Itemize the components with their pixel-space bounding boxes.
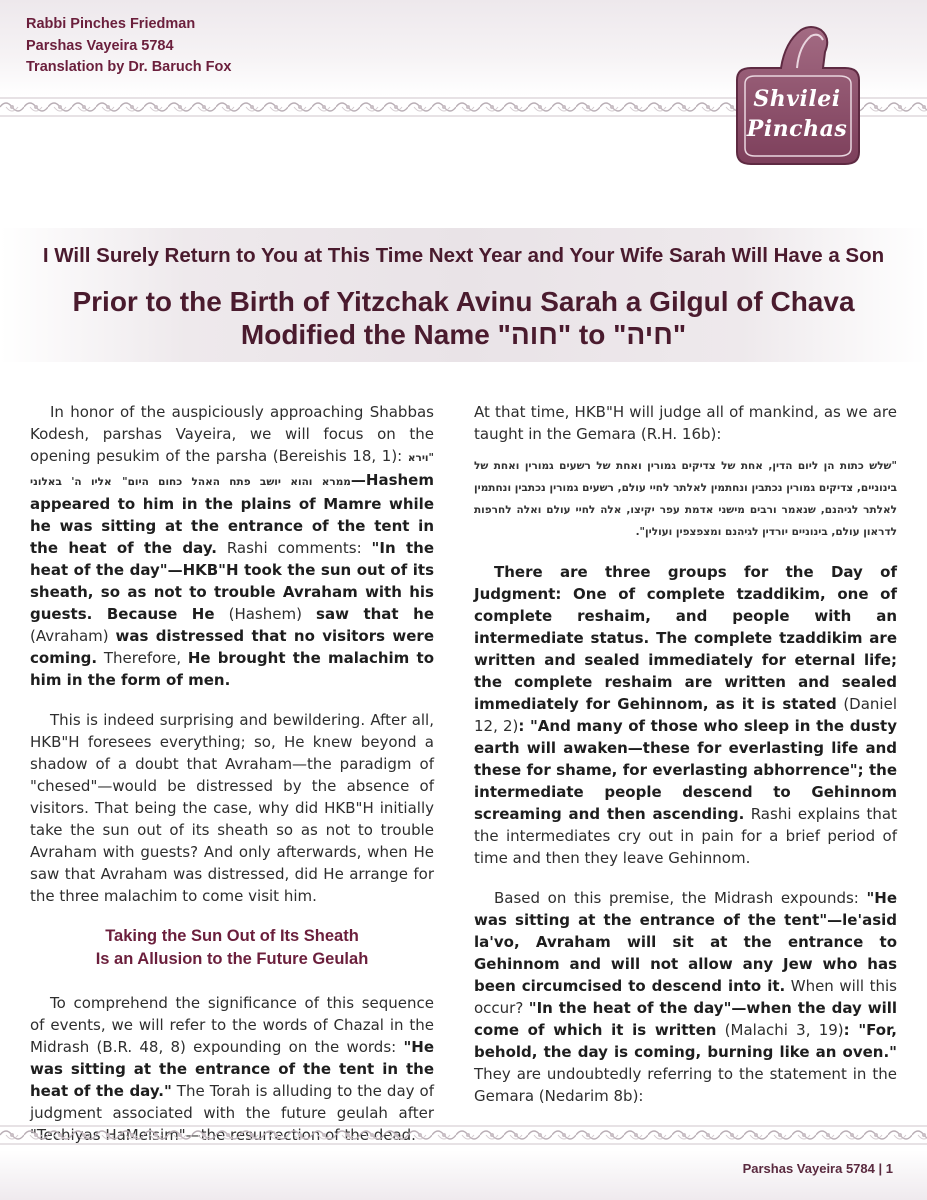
- logo-line-2: Pinchas: [746, 116, 848, 142]
- text-run: Rashi explains that the intermediates cry out in pain for a brief period of time and then they leave Gehinnom.: [474, 805, 897, 867]
- text-run: (Avraham): [30, 627, 116, 645]
- bottom-ornament-border: [0, 1124, 927, 1146]
- bold-run: —Hashem appeared to him in the plains of Mamre while he was sitting at the entrance of the tent in the heat of the day.: [30, 471, 434, 557]
- article-subtitle: I Will Surely Return to You at This Time Next Year and Your Wife Sarah Will Have a Son: [42, 244, 885, 267]
- logo-line-1: Shvilei: [753, 86, 841, 112]
- text-run: To comprehend the significance of this sequence of events, we will refer to the words of Chazal in the Midrash (B.R. 48, 8) expounding on the words:: [30, 994, 434, 1056]
- article-title: [0, 285, 927, 351]
- bold-run: "He was sitting at the entrance of the tent"—le'asid la'vo, Avraham will sit at the entrance to Gehinnom and will not allow any Jew who has been circumcised to descend into it.: [474, 889, 897, 995]
- bold-run: He brought the malachim to him in the form of men.: [30, 649, 434, 689]
- hebrew-gemara-quote: "שלש כתות הן ליום הדין, אחת של צדיקים גמורין ואחת של רשעים גמורין ואחת של בינוניים, צדיקים גמורין נכתבין ונחתמין לאלתר לחיי עולם, רשעים גמורין נכתבין ונחתמין לאלתר לגיהנם, שנאמר ורבים מישני אדמת עפר יקיצו, אלה לחיי עולם ואלה לחרפות לדראון עולם, בינוניים יורדין לגיהנם ומצפצפין ועולין".: [474, 460, 897, 538]
- bold-run: : "And many of those who sleep in the dusty earth will awaken—these for everlasting life and these for shame, for everlasting abhorrence"; the intermediate people descend to Gehinnom screaming and then ascending.: [474, 717, 897, 823]
- page-footer: [743, 1161, 893, 1176]
- bold-run: saw that he: [316, 605, 434, 623]
- section-heading-line-1: Taking the Sun Out of Its Sheath: [105, 927, 359, 945]
- section-heading: [30, 925, 434, 970]
- translator-credit: Translation by Dr. Baruch Fox: [26, 59, 232, 75]
- text-run: The Torah is alluding to the day of judgment associated with the future geulah after: [30, 1082, 435, 1122]
- right-column: [474, 401, 897, 1125]
- paragraph-6: [474, 887, 897, 1107]
- bold-run: "He was sitting at the entrance of the tent in the heat of the day.": [30, 1038, 434, 1100]
- paragraph-2: This is indeed surprising and bewildering. After all, HKB"H foresees everything; so, He knew beyond a shadow of a doubt that Avraham—the paradigm of "chesed"—would be distressed by the absence of visitors. That being the case, why did HKB"H initially take the sun out of its sheath so as not to trouble Avraham with guests? And only afterwards, when He saw that Avraham was distressed, did He arrange for the three malachim to come visit him.: [30, 711, 434, 905]
- bold-run: : "For, behold, the day is coming, burning like an oven.": [474, 1021, 897, 1061]
- text-run: Therefore,: [97, 649, 188, 667]
- paragraph-3: [30, 992, 434, 1146]
- title-line-2: Modified the Name "חוה" to "חיה": [240, 319, 687, 350]
- page-number: 1: [885, 1161, 893, 1176]
- text-run: Rashi comments:: [216, 539, 372, 557]
- paragraph-4: At that time, HKB"H will judge all of mankind, as we are taught in the Gemara (R.H. 16b):: [474, 403, 897, 443]
- text-run: When will this occur?: [474, 977, 897, 1017]
- section-heading-line-2: Is an Allusion to the Future Geulah: [95, 949, 369, 968]
- text-run: Based on this premise, the Midrash expounds:: [494, 889, 867, 907]
- parsha-name: Parshas Vayeira 5784: [26, 37, 174, 54]
- hebrew-quote: "וירא אליו ה' באלוני: [30, 452, 434, 488]
- shvilei-pinchas-logo: [727, 22, 867, 172]
- author-name: Rabbi Pinches Friedman: [26, 16, 196, 32]
- bold-run: was distressed that no visitors were coming.: [30, 627, 434, 667]
- footer-parsha: Parshas Vayeira 5784: [742, 1161, 875, 1176]
- footer-separator: |: [878, 1161, 883, 1176]
- text-run: In honor of the auspiciously approaching Shabbas Kodesh, parshas Vayeira, we will focus on the opening pesukim of the parsha (Bereishis 18, 1):: [30, 403, 434, 465]
- paragraph-5: [474, 561, 897, 869]
- credits: [26, 14, 231, 79]
- text-run: (Malachi 3, 19): [716, 1021, 844, 1039]
- bold-run: "In the heat of the day"—when the day will come of which it is written: [474, 999, 897, 1039]
- title-line-1: Prior to the Birth of Yitzchak Avinu Sarah a Gilgul of Chava: [72, 286, 855, 317]
- left-column: [30, 401, 434, 1164]
- text-run: They are undoubtedly referring to the statement in the Gemara (Nedarim 8b):: [474, 1065, 897, 1105]
- text-run: (Daniel 12, 2): [474, 695, 897, 735]
- hebrew-quote: ממרא והוא יושב פתח האהל כחום היום": [122, 476, 351, 488]
- text-run: (Hashem): [214, 605, 317, 623]
- bold-run: "In the heat of the day"—HKB"H took the sun out of its sheath, so as not to trouble Avraham with his guests. Because He: [30, 539, 434, 623]
- paragraph-1: [30, 401, 434, 691]
- bold-run: There are three groups for the Day of Judgment: One of complete tzaddikim, one of complete reshaim, and people with an intermediate status. The complete tzaddikim are written and sealed immediately for eternal life; the complete reshaim are written and sealed immediately for Gehinnom, as it is stated: [474, 563, 897, 713]
